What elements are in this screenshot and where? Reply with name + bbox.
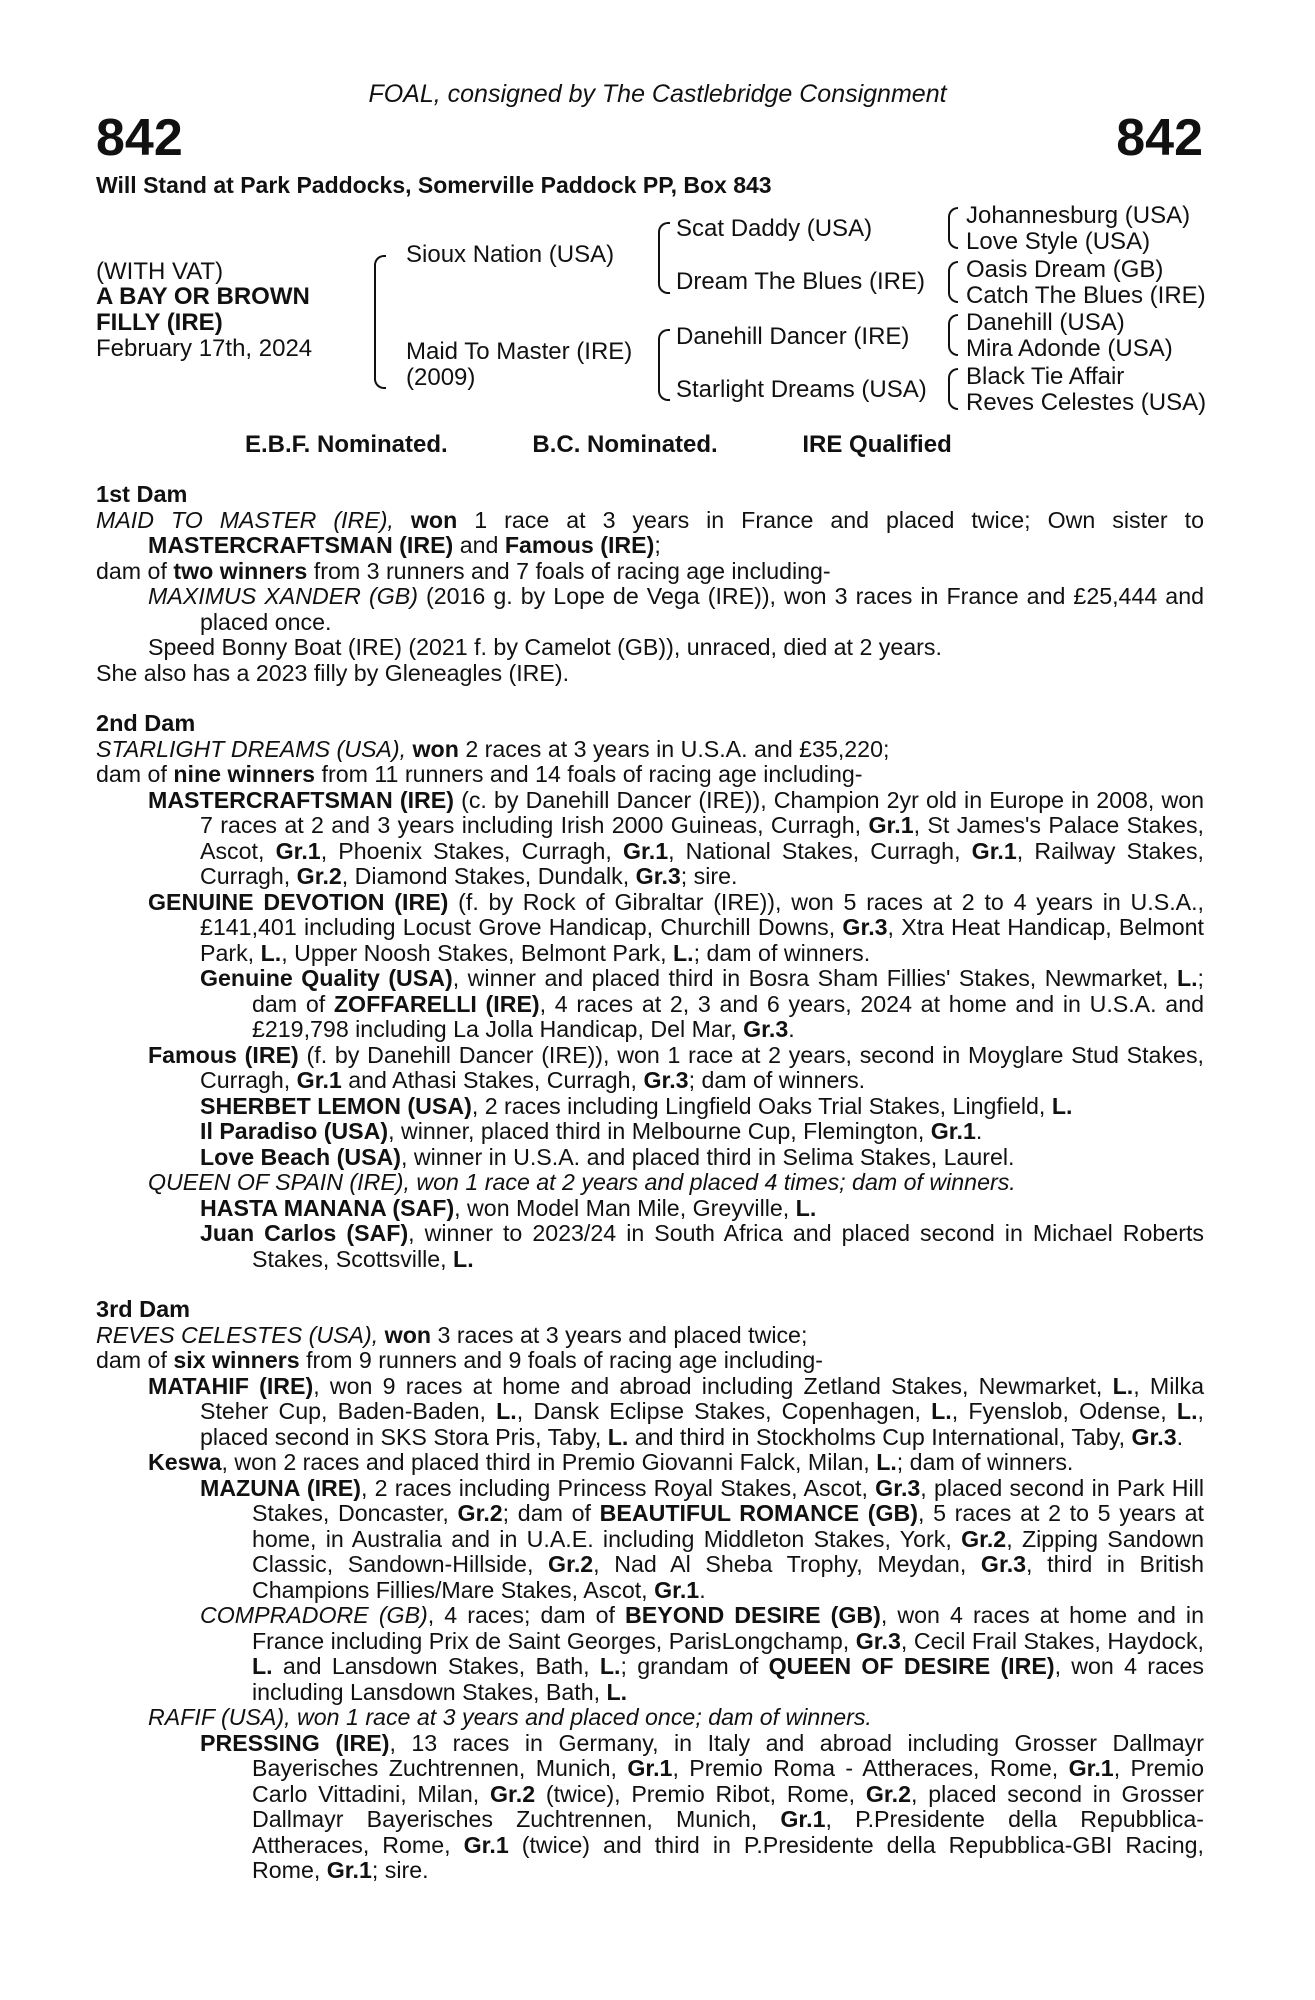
dam: Maid To Master (IRE) xyxy=(406,338,633,365)
bc-nomination: B.C. Nominated. xyxy=(532,431,718,458)
brace-g78 xyxy=(948,368,958,410)
produce-entry: PRESSING (IRE), 13 races in Germany, in Italy and abroad including Grosser Dallmayr Bayerisches Zuchtrennen, Munich, Gr.1, Premio Roma - Attheraces, Rome, Gr.1, Premio Carlo Vittadini, Milan, Gr.2 (twice), Premio Ribot, Rome, Gr.2, placed second in Grosser Dallmayr Bayerisches Zuchtrennen, Munich, Gr.1, P.Presidente della Repubblica-Attheraces, Rome, Gr.1 (twice) and third in P.Presidente della Repubblica-GBI Racing, Rome, Gr.1; sire. xyxy=(200,1729,1205,1883)
grand-3: Oasis Dream (GB) xyxy=(966,256,1164,283)
horse-description-2: FILLY (IRE) xyxy=(96,309,223,336)
produce-entry: MAZUNA (IRE), 2 races including Princess Royal Stakes, Ascot, Gr.3, placed second in Park Hill Stakes, Doncaster, Gr.2; dam of BEAUTIFUL ROMANCE (GB), 5 races at 2 to 5 years at home, in Australia and in U.A.E. including Middleton Stakes, York, Gr.2, Zipping Sandown Classic, Sandown-Hillside, Gr.2, Nad Al Sheba Trophy, Meydan, Gr.3, third in British Champions Fillies/Mare Stakes, Ascot, Gr.1. xyxy=(200,1474,1204,1603)
produce-entry: Juan Carlos (SAF), winner to 2023/24 in South Africa and placed second in Michael Roberts Stakes, Scottsville, L. xyxy=(200,1220,1204,1272)
dam-sire: Danehill Dancer (IRE) xyxy=(676,323,910,350)
sire-sire: Scat Daddy (USA) xyxy=(676,215,873,242)
dam-year: (2009) xyxy=(406,364,476,391)
brace-dam xyxy=(658,329,670,401)
brace-main xyxy=(374,255,386,389)
section-title: 1st Dam xyxy=(96,481,188,507)
sire: Sioux Nation (USA) xyxy=(406,241,615,268)
grand-2: Love Style (USA) xyxy=(966,228,1151,255)
third-dam-section xyxy=(96,1297,1204,1884)
dam-record: STARLIGHT DREAMS (USA), won 2 races at 3 years in U.S.A. and £35,220; xyxy=(96,735,890,762)
horse-vat: (WITH VAT) xyxy=(96,258,224,285)
stand-location: Will Stand at Park Paddocks, Somerville Paddock PP, Box 843 xyxy=(96,172,772,198)
section-title: 3rd Dam xyxy=(96,1296,191,1322)
produce-entry: MAXIMUS XANDER (GB) (2016 g. by Lope de Vega (IRE)), won 3 races in France and £25,444 and placed once. xyxy=(148,583,1204,635)
second-dam-section xyxy=(96,711,1204,1272)
grand-6: Mira Adonde (USA) xyxy=(966,335,1173,362)
horse-foaled: February 17th, 2024 xyxy=(96,335,313,362)
produce-entry: Famous (IRE) (f. by Danehill Dancer (IRE)), won 1 race at 2 years, second in Moyglare Stud Stakes, Curragh, Gr.1 and Athasi Stakes, Curragh, Gr.3; dam of winners. xyxy=(148,1041,1204,1093)
produce-entry: COMPRADORE (GB), 4 races; dam of BEYOND DESIRE (GB), won 4 races at home and in France including Prix de Saint Georges, ParisLongchamp, Gr.3, Cecil Frail Stakes, Haydock, L. and Lansdown Stakes, Bath, L.; grandam of QUEEN OF DESIRE (IRE), won 4 races including Lansdown Stakes, Bath, L. xyxy=(200,1602,1205,1705)
produce-entry: SHERBET LEMON (USA), 2 races including Lingfield Oaks Trial Stakes, Lingfield, L. xyxy=(200,1092,1073,1119)
dam-record: REVES CELESTES (USA), won 3 races at 3 years and placed twice; xyxy=(96,1321,808,1348)
produce-entry: GENUINE DEVOTION (IRE) (f. by Rock of Gibraltar (IRE)), won 5 races at 2 to 4 years in U.S.A., £141,401 including Locust Grove Handicap, Churchill Downs, Gr.3, Xtra Heat Handicap, Belmont Park, L., Upper Noosh Stakes, Belmont Park, L.; dam of winners. xyxy=(148,888,1204,966)
consigned-line: FOAL, consigned by The Castlebridge Consignment xyxy=(368,80,947,108)
sire-dam: Dream The Blues (IRE) xyxy=(676,268,925,295)
grand-1: Johannesburg (USA) xyxy=(966,202,1191,229)
dam-produce-summary: dam of nine winners from 11 runners and 14 foals of racing age including- xyxy=(96,761,863,787)
section-title: 2nd Dam xyxy=(96,710,196,736)
dam-note: She also has a 2023 filly by Gleneagles (IRE). xyxy=(96,659,570,686)
brace-g56 xyxy=(948,314,958,356)
brace-g12 xyxy=(948,207,958,249)
dam-produce-summary: dam of six winners from 9 runners and 9 foals of racing age including- xyxy=(96,1347,823,1373)
produce-entry: QUEEN OF SPAIN (IRE), won 1 race at 2 years and placed 4 times; dam of winners. xyxy=(148,1169,1016,1195)
ire-qualified: IRE Qualified xyxy=(802,431,952,458)
dam-record: MAID TO MASTER (IRE), won 1 race at 3 years in France and placed twice; Own sister to MASTERCRAFTSMAN (IRE) and Famous (IRE); xyxy=(96,506,1204,558)
grand-4: Catch The Blues (IRE) xyxy=(966,282,1206,309)
produce-entry: HASTA MANANA (SAF), won Model Man Mile, Greyville, L. xyxy=(200,1194,817,1221)
ebf-nomination: E.B.F. Nominated. xyxy=(245,431,448,458)
dam-produce-summary: dam of two winners from 3 runners and 7 foals of racing age including- xyxy=(96,557,831,584)
grand-8: Reves Celestes (USA) xyxy=(966,389,1207,416)
brace-g34 xyxy=(948,261,958,303)
lot-number-left: 842 xyxy=(96,109,183,167)
produce-entry: MASTERCRAFTSMAN (IRE) (c. by Danehill Dancer (IRE)), Champion 2yr old in Europe in 2008, won 7 races at 2 and 3 years including Irish 2000 Guineas, Curragh, Gr.1, St James's Palace Stakes, Ascot, Gr.1, Phoenix Stakes, Curragh, Gr.1, National Stakes, Curragh, Gr.1, Railway Stakes, Curragh, Gr.2, Diamond Stakes, Dundalk, Gr.3; sire. xyxy=(148,786,1204,889)
produce-entry: Genuine Quality (USA), winner and placed third in Bosra Sham Fillies' Stakes, Newmarket, L.; dam of ZOFFARELLI (IRE), 4 races at 2, 3 and 6 years, 2024 at home and in U.S.A. and £219,798 including La Jolla Handicap, Del Mar, Gr.3. xyxy=(200,965,1204,1042)
produce-entry: Speed Bonny Boat (IRE) (2021 f. by Camelot (GB)), unraced, died at 2 years. xyxy=(148,634,942,660)
dam-dam: Starlight Dreams (USA) xyxy=(676,376,927,403)
produce-entry: Il Paradiso (USA), winner, placed third in Melbourne Cup, Flemington, Gr.1. xyxy=(200,1118,983,1144)
brace-sire xyxy=(658,222,670,294)
produce-entry: MATAHIF (IRE), won 9 races at home and abroad including Zetland Stakes, Newmarket, L., Milka Steher Cup, Baden-Baden, L., Dansk Eclipse Stakes, Copenhagen, L., Fyenslob, Odense, L., placed second in SKS Stora Pris, Taby, L. and third in Stockholms Cup International, Taby, Gr.3. xyxy=(148,1372,1204,1450)
horse-description-1: A BAY OR BROWN xyxy=(96,283,310,310)
catalogue-body xyxy=(96,482,1204,1884)
produce-entry: RAFIF (USA), won 1 race at 3 years and placed once; dam of winners. xyxy=(148,1704,872,1730)
produce-entry: Love Beach (USA), winner in U.S.A. and placed third in Selima Stakes, Laurel. xyxy=(200,1143,1015,1170)
nominations xyxy=(245,431,1030,459)
first-dam-section xyxy=(96,482,1204,686)
produce-entry: Keswa, won 2 races and placed third in Premio Giovanni Falck, Milan, L.; dam of winners. xyxy=(148,1449,1074,1475)
grand-5: Danehill (USA) xyxy=(966,309,1125,336)
lot-number-right: 842 xyxy=(1116,109,1203,167)
grand-7: Black Tie Affair xyxy=(966,363,1125,390)
